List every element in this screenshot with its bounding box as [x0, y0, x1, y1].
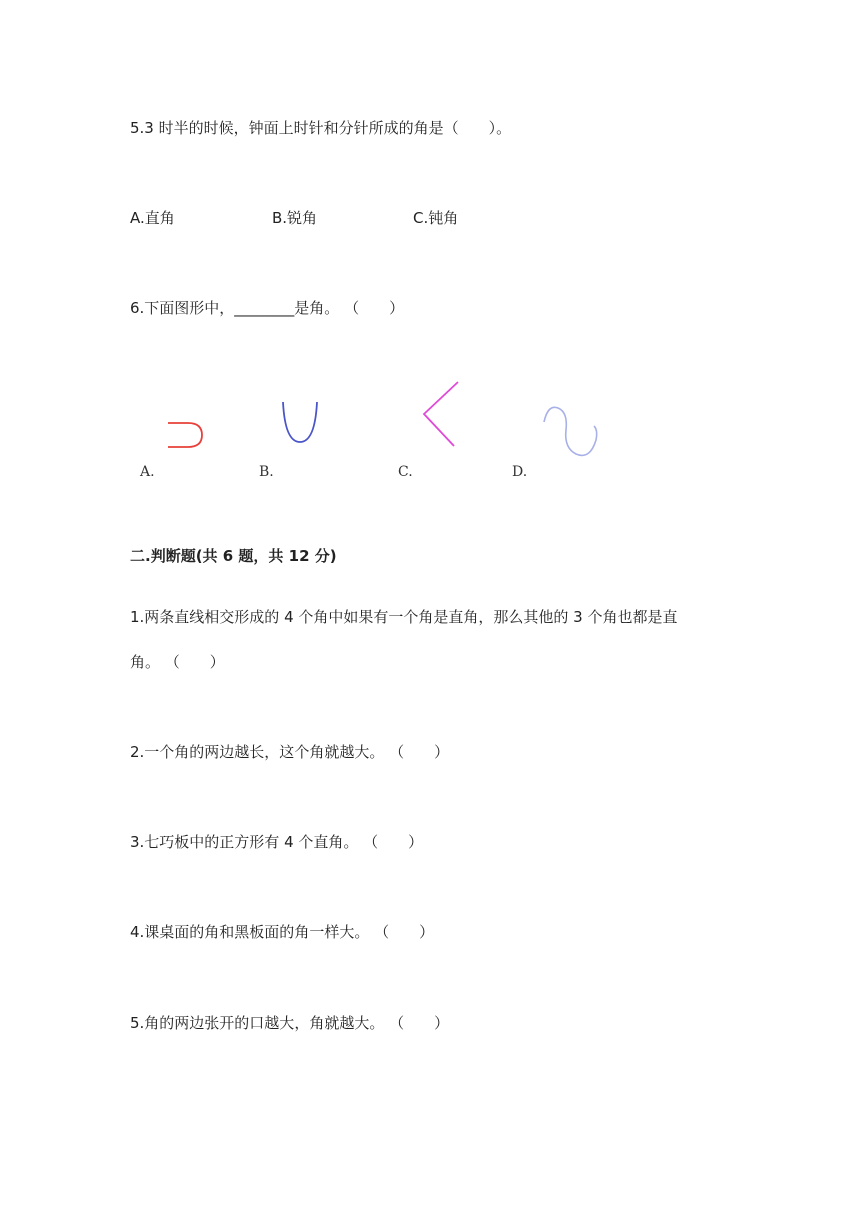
judge-question-4: 4.课桌面的角和黑板面的角一样大。 （ ）: [130, 923, 435, 941]
question-6-stem: 6.下面图形中，________是角。 （ ）: [130, 299, 405, 317]
judge-question-2: 2.一个角的两边越长，这个角就越大。 （ ）: [130, 743, 450, 761]
wave-icon: [538, 400, 604, 462]
judge-question-1-line-1: 1.两条直线相交形成的 4 个角中如果有一个角是直角，那么其他的 3 个角也都是直: [130, 608, 678, 626]
question-5-stem: 5.3 时半的时候，钟面上时针和分针所成的角是（ ）。: [130, 119, 512, 137]
option-a: A.直角: [130, 209, 175, 227]
figure-label-a: A.: [140, 464, 155, 480]
angle-icon: [418, 378, 464, 450]
option-c: C.钝角: [413, 209, 459, 227]
judge-question-5: 5.角的两边张开的口越大，角就越大。 （ ）: [130, 1014, 450, 1032]
section-heading: 二.判断题(共 6 题，共 12 分): [130, 547, 337, 565]
figure-label-c: C.: [398, 464, 413, 480]
option-b: B.锐角: [272, 209, 318, 227]
judge-question-3: 3.七巧板中的正方形有 4 个直角。 （ ）: [130, 833, 424, 851]
judge-question-1-line-2: 角。 （ ）: [130, 653, 225, 671]
u-curve-icon: [276, 396, 326, 448]
figure-label-d: D.: [512, 464, 528, 480]
u-curve-right-icon: [160, 415, 210, 455]
figure-label-b: B.: [259, 464, 274, 480]
